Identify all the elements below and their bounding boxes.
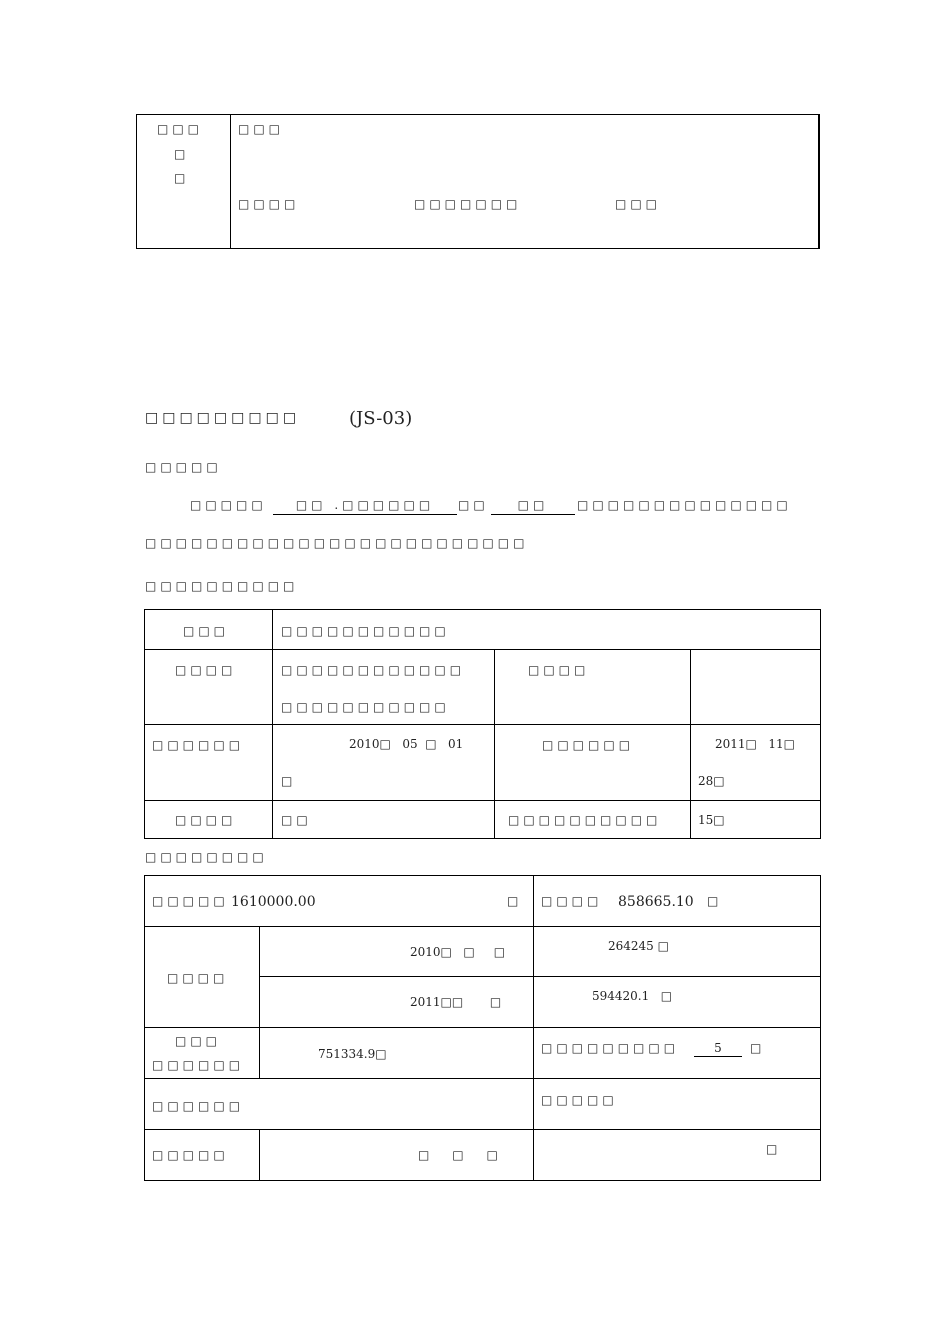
table-row [145, 1130, 821, 1181]
intro-line-2-post: □□□□□□□□□□□□□□ [577, 498, 792, 512]
form-code: (JS-03) [349, 408, 413, 429]
intro-line-2-mid: □□ [458, 498, 489, 512]
t2-r3-label-a: □□□ [175, 1034, 222, 1048]
funding-table [144, 875, 821, 1181]
table-row [145, 801, 821, 839]
table-row [145, 927, 821, 977]
t2-r2-label: □□□□ [167, 971, 229, 985]
t2-r1-label: □□□□□ [152, 894, 229, 908]
t2-r1-label-2: □□□□ [541, 894, 603, 908]
t2-r3-value: 751334.9□ [318, 1047, 387, 1061]
top-box-label-2: □ [174, 147, 190, 161]
t2-r2-val-a: 264245 □ [608, 939, 669, 953]
top-box-field-1: □□□□ [238, 197, 300, 211]
t1-r4-value-2: 15□ [698, 813, 725, 827]
page-title: □□□□□□□□□ [145, 410, 301, 426]
intro-blank-1: □□ .□□□□□□ [273, 498, 457, 515]
t2-r1-amount: 1610000.00 [231, 894, 316, 910]
t1-r2-label-2: □□□□ [528, 663, 590, 677]
top-box-header: □□□ [238, 122, 285, 136]
t1-r3-date2-b: 28□ [698, 774, 725, 788]
table-row [145, 650, 821, 725]
t1-r2-value-b: □□□□□□□□□□□ [281, 700, 450, 714]
t1-r3-label: □□□□□□ [152, 738, 245, 752]
t2-r3-unit: □ [750, 1041, 762, 1055]
top-box-field-3: □□□ [615, 197, 662, 211]
t2-r5-value: □ □ □ [418, 1148, 498, 1162]
intro-blank-2: □□ [491, 498, 575, 515]
top-box [136, 114, 820, 249]
t1-r4-label: □□□□ [175, 813, 237, 827]
t1-r2-label: □□□□ [175, 663, 237, 677]
intro-line-3: □□□□□□□□□□□□□□□□□□□□□□□□□ [145, 536, 529, 550]
table-row [145, 876, 821, 927]
top-box-label-cell [137, 115, 231, 249]
t2-r3-blank: 5 [694, 1041, 742, 1057]
intro-line-2-pre: □□□□□ [190, 498, 267, 512]
t2-r2-year-b: 2011□□ □ [410, 995, 502, 1009]
t2-r4-label-2: □□□□□ [541, 1093, 618, 1107]
t1-r2-value-a: □□□□□□□□□□□□ [281, 663, 466, 677]
table-row [145, 1028, 821, 1079]
t1-r1-label: □□□ [183, 624, 230, 638]
project-info-table [144, 609, 821, 839]
table-row [145, 725, 821, 801]
t2-r1-unit-2: □ [707, 894, 719, 908]
t1-r3-date-b: □ [281, 774, 293, 788]
t2-r5-value-2: □ [766, 1142, 778, 1156]
top-box-field-2: □□□□□□□ [414, 197, 522, 211]
t1-r4-label-2: □□□□□□□□□□ [508, 813, 662, 827]
top-box-label-1: □□□ [157, 122, 204, 136]
t1-r3-date-a: 2010□ 05 □ 01 [349, 737, 464, 751]
t1-r4-value: □□ [281, 813, 312, 827]
t1-r3-date2-a: 2011□ 11□ [715, 737, 795, 751]
table-row [145, 1079, 821, 1130]
t2-r2-year-a: 2010□ □ □ [410, 945, 506, 959]
t2-r4-label: □□□□□□ [152, 1099, 245, 1113]
t2-r5-label: □□□□□ [152, 1148, 229, 1162]
t1-r1-value: □□□□□□□□□□□ [281, 624, 450, 638]
intro-line-4: □□□□□□□□□□ [145, 579, 299, 593]
t2-caption: □□□□□□□□ [145, 850, 268, 864]
t2-r3-label-b: □□□□□□ [152, 1058, 245, 1072]
t2-r3-label-2: □□□□□□□□□ [541, 1041, 680, 1055]
intro-line-1: □□□□□ [145, 460, 222, 474]
top-box-content-cell [231, 115, 819, 249]
t2-r2-val-b: 594420.1 □ [592, 989, 673, 1003]
t2-r1-amount-2: 858665.10 [618, 894, 694, 910]
t2-r1-unit: □ [507, 894, 519, 908]
top-box-label-3: □ [174, 171, 190, 185]
t1-r3-label-2: □□□□□□ [542, 738, 635, 752]
table-row [145, 610, 821, 650]
